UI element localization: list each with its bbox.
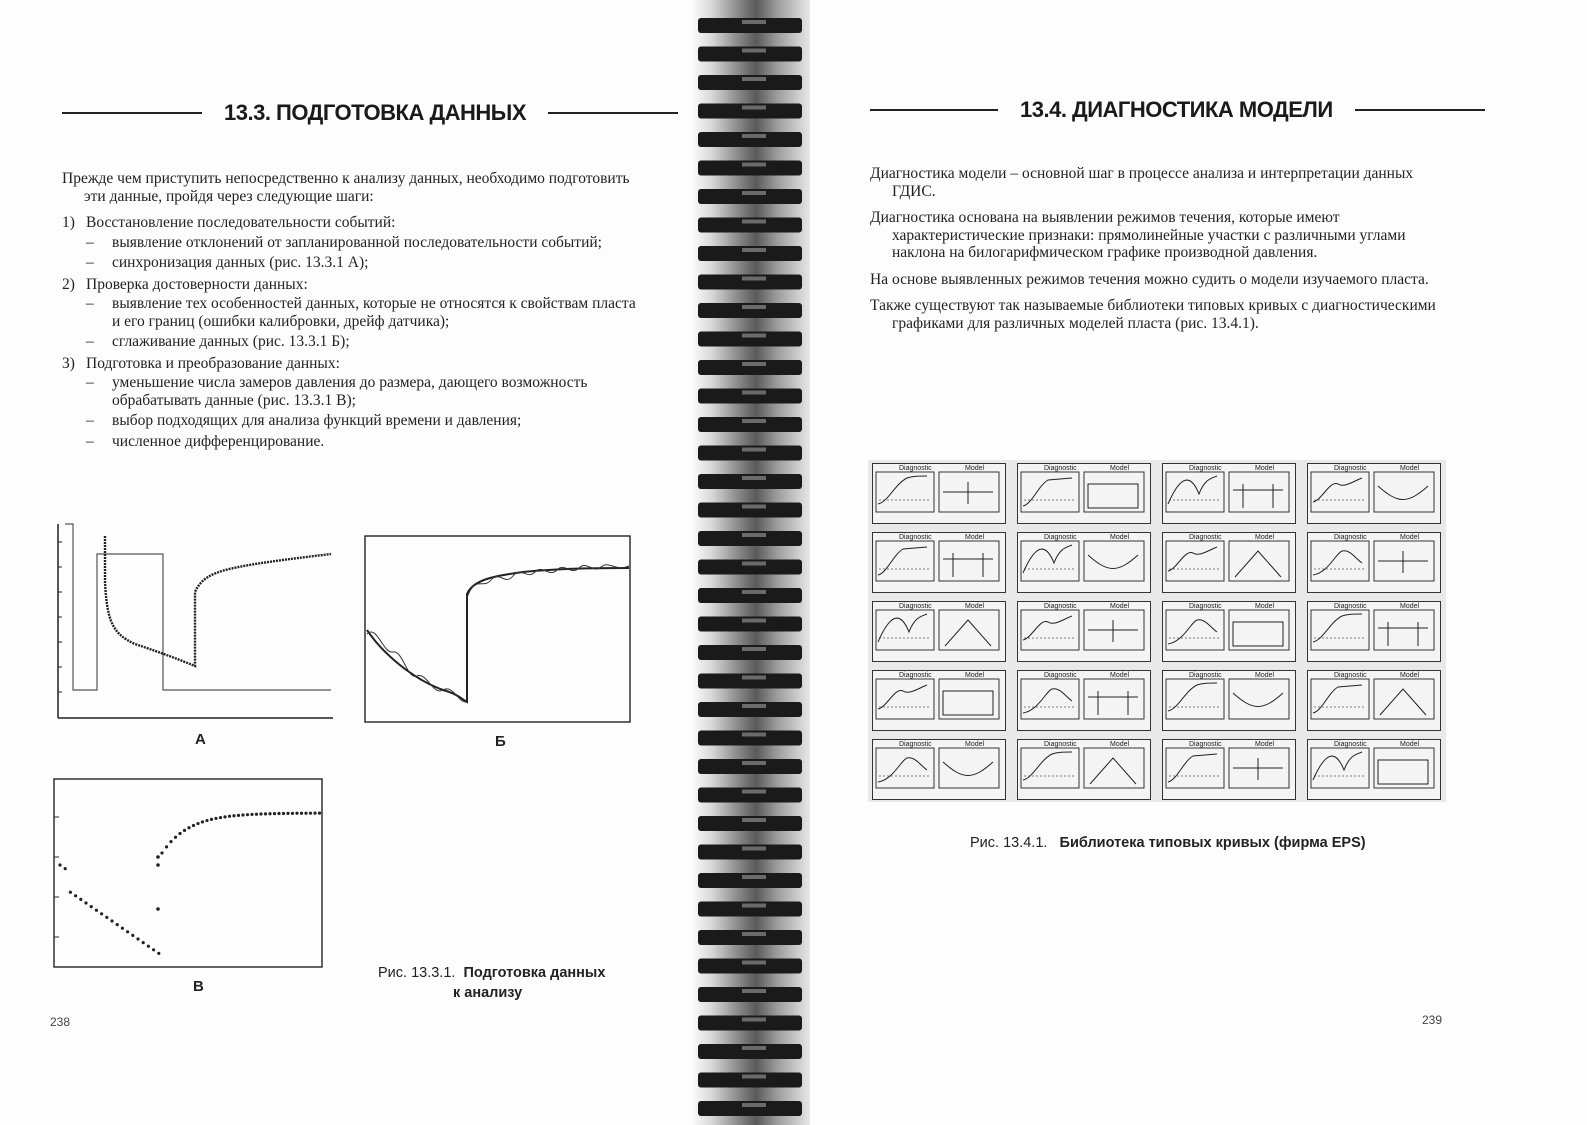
model-sketch [1088, 620, 1138, 642]
coil-highlight [742, 790, 766, 794]
thumbnail-diagnostic-title: Diagnostic [1189, 603, 1222, 610]
paragraph-2: Диагностика основана на выявлении режимов течения, которые имеют характеристические признаки: прямолинейные участки с различными углами наклона на билогарифмическом графике производной давления. [870, 209, 1406, 261]
figure-b-label: Б [495, 733, 506, 750]
model-sketch-frame [1229, 472, 1289, 512]
step-title: Восстановление последовательности событий: [86, 214, 396, 231]
diagnostic-plot-frame [1021, 541, 1079, 581]
data-point [318, 812, 321, 815]
diagnostic-plot-frame [1166, 472, 1224, 512]
caption-title-line2: к анализу [453, 985, 523, 1001]
caption-title: Библиотека типовых кривых (фирма EPS) [1059, 835, 1366, 851]
type-curve-thumbnail [1162, 601, 1296, 662]
right-page-heading: 13.4. ДИАГНОСТИКА МОДЕЛИ [1020, 97, 1333, 122]
model-sketch [1380, 689, 1426, 715]
data-point [201, 820, 204, 823]
coil-highlight [742, 961, 766, 965]
type-curve-thumbnail [1162, 739, 1296, 800]
type-curve-thumbnail [1307, 532, 1441, 593]
diagnostic-plot-frame [876, 679, 934, 719]
coil-highlight [742, 733, 766, 737]
step-subitems [86, 295, 640, 351]
data-point [160, 851, 163, 854]
data-point [69, 891, 72, 894]
thumbnail-plots [1018, 533, 1149, 591]
step-subitem: – выявление тех особенностей данных, которые не относятся к свойствам пласта и его границ (ошибки калибровки, дрейф датчика); [86, 295, 640, 330]
thumbnail-plots [1163, 464, 1294, 522]
step-number: 2) [62, 275, 75, 293]
step-item [62, 214, 640, 272]
data-point [277, 812, 280, 815]
step-item [62, 276, 640, 351]
thumbnail-model-title: Model [965, 465, 985, 472]
coil-highlight [742, 334, 766, 338]
step-subitems [86, 374, 640, 450]
thumbnail-model-title: Model [1400, 672, 1420, 679]
thumbnail-model-title: Model [1110, 534, 1130, 541]
model-sketch [1233, 484, 1283, 508]
thumbnail-plots [1308, 671, 1439, 729]
data-point [214, 817, 217, 820]
coil-highlight [742, 875, 766, 879]
coil-highlight [742, 704, 766, 708]
data-point [246, 813, 249, 816]
thumbnail-model-title: Model [1255, 465, 1275, 472]
thumbnail-plots [1163, 740, 1294, 798]
diagnostic-curve [878, 685, 927, 709]
data-point [100, 912, 103, 915]
heading-rule-left [62, 112, 202, 114]
paragraph-4: Также существуют так называемые библиотеки типовых кривых с диагностическими графиками для различных моделей пласта (рис. 13.4.1). [870, 297, 1436, 332]
type-curve-thumbnail [1017, 463, 1151, 524]
data-point [309, 812, 312, 815]
model-sketch-frame [1229, 541, 1289, 581]
model-sketch-frame [1374, 472, 1434, 512]
data-point [255, 813, 258, 816]
thumbnail-model-title: Model [1255, 603, 1275, 610]
thumbnail-plots [873, 602, 1004, 660]
diagnostic-plot-frame [1166, 610, 1224, 650]
data-point [210, 818, 213, 821]
data-point [295, 812, 298, 815]
model-sketch-frame [1084, 541, 1144, 581]
thumbnail-diagnostic-title: Diagnostic [899, 741, 932, 748]
diagnostic-curve [878, 758, 927, 782]
step-subitem: – синхронизация данных (рис. 13.3.1 А); [86, 254, 640, 272]
type-curve-thumbnail [1162, 463, 1296, 524]
model-sketch [1088, 691, 1138, 715]
coil-highlight [742, 20, 766, 24]
coil-highlight [742, 847, 766, 851]
thumbnail-diagnostic-title: Diagnostic [1334, 465, 1367, 472]
coil-highlight [742, 647, 766, 651]
thumbnail-diagnostic-title: Diagnostic [1334, 534, 1367, 541]
diagnostic-plot-frame [1021, 748, 1079, 788]
coil-highlight [742, 476, 766, 480]
coil-highlight [742, 932, 766, 936]
type-curve-thumbnail [872, 601, 1006, 662]
thumbnail-model-title: Model [965, 603, 985, 610]
thumbnail-diagnostic-title: Diagnostic [1044, 534, 1077, 541]
coil-highlight [742, 106, 766, 110]
diagnostic-curve [1023, 478, 1072, 506]
model-sketch [1090, 758, 1136, 784]
thumbnail-plots [1018, 464, 1149, 522]
coil-highlight [742, 191, 766, 195]
thumbnail-diagnostic-title: Diagnostic [1189, 672, 1222, 679]
coil-highlight [742, 248, 766, 252]
paragraph-3: На основе выявленных режимов течения можно судить о модели изучаемого пласта. [870, 270, 1429, 288]
model-sketch-frame [1229, 610, 1289, 650]
data-point [196, 822, 199, 825]
data-point [84, 901, 87, 904]
thumbnail-model-title: Model [1255, 672, 1275, 679]
data-point [174, 836, 177, 839]
thumbnail-model-title: Model [1400, 465, 1420, 472]
model-sketch-frame [1374, 610, 1434, 650]
type-curve-thumbnail [1017, 601, 1151, 662]
left-page-heading: 13.3. ПОДГОТОВКА ДАННЫХ [224, 100, 527, 125]
diagnostic-plot-frame [1311, 541, 1369, 581]
thumbnail-plots [1018, 740, 1149, 798]
model-sketch [1378, 551, 1428, 573]
model-sketch [1378, 622, 1428, 646]
data-point [131, 934, 134, 937]
step-title: Подготовка и преобразование данных: [86, 354, 340, 372]
model-sketch [1088, 484, 1138, 508]
data-point [79, 898, 82, 901]
diagnostic-plot-frame [1021, 610, 1079, 650]
type-curve-thumbnail [872, 463, 1006, 524]
data-point [156, 863, 160, 867]
thumbnail-plots [873, 533, 1004, 591]
data-point [147, 945, 150, 948]
data-point [205, 819, 208, 822]
heading-rule-right [1355, 109, 1485, 111]
type-curve-thumbnail [1017, 739, 1151, 800]
model-sketch-frame [1229, 679, 1289, 719]
data-point [313, 812, 316, 815]
diagnostic-curve [1313, 551, 1362, 575]
left-page-number: 238 [50, 1015, 71, 1029]
data-point [241, 813, 244, 816]
right-page-number: 239 [1422, 1013, 1443, 1027]
heading-rule-left [870, 109, 998, 111]
right-page [810, 0, 1587, 1125]
left-heading-row [62, 100, 678, 126]
model-sketch [1233, 693, 1283, 707]
data-point [291, 812, 294, 815]
steps-list [62, 214, 640, 450]
model-sketch-frame [1084, 748, 1144, 788]
caption-title-line1: Подготовка данных [463, 965, 606, 981]
thumbnail-plots [1018, 671, 1149, 729]
coil-highlight [742, 761, 766, 765]
coil-highlight [742, 505, 766, 509]
data-point [58, 863, 61, 866]
diagnostic-curve [1023, 689, 1072, 713]
type-curve-library-figure [868, 460, 1446, 802]
type-curve-thumbnail [1307, 670, 1441, 731]
diagnostic-plot-frame [876, 610, 934, 650]
model-sketch [945, 620, 991, 646]
thumbnail-model-title: Model [1110, 672, 1130, 679]
data-point [136, 937, 139, 940]
right-body-text [870, 165, 1442, 341]
thumbnail-diagnostic-title: Diagnostic [1044, 741, 1077, 748]
coil-highlight [742, 562, 766, 566]
thumbnail-plots [873, 671, 1004, 729]
data-point [64, 867, 67, 870]
model-sketch-frame [939, 541, 999, 581]
coil-highlight [742, 1103, 766, 1107]
thumbnail-model-title: Model [1255, 534, 1275, 541]
thumbnail-plots [1308, 533, 1439, 591]
data-point [192, 824, 195, 827]
coil-highlight [742, 619, 766, 623]
coil-highlight [742, 818, 766, 822]
figure-13-4-1-caption [970, 835, 1366, 851]
model-sketch [1378, 486, 1428, 500]
data-point [74, 894, 77, 897]
type-curve-thumbnail [1162, 670, 1296, 731]
thumbnail-model-title: Model [1110, 603, 1130, 610]
thumbnail-diagnostic-title: Diagnostic [1189, 741, 1222, 748]
type-curve-thumbnail [1017, 670, 1151, 731]
binding-coils [690, 0, 810, 1125]
coil-highlight [742, 277, 766, 281]
data-point [219, 816, 222, 819]
data-point [187, 826, 190, 829]
diagnostic-curve [1313, 478, 1362, 502]
data-point [183, 829, 186, 832]
diagnostic-curve [1168, 620, 1217, 644]
data-point [156, 855, 160, 859]
data-point [157, 952, 160, 955]
thumbnail-diagnostic-title: Diagnostic [1334, 741, 1367, 748]
data-point [116, 923, 119, 926]
thumbnail-model-title: Model [965, 534, 985, 541]
type-curve-thumbnail [1307, 601, 1441, 662]
model-sketch [943, 691, 993, 715]
data-point [273, 812, 276, 815]
data-point [268, 812, 271, 815]
diagnostic-curve [1313, 685, 1362, 713]
caption-prefix: Рис. 13.3.1. [378, 965, 456, 981]
thumbnail-plots [1308, 602, 1439, 660]
thumbnail-plots [1163, 602, 1294, 660]
coil-highlight [742, 989, 766, 993]
data-point [121, 927, 124, 930]
type-curve-thumbnail [1017, 532, 1151, 593]
thumbnail-diagnostic-title: Diagnostic [1044, 603, 1077, 610]
coil-highlight [742, 134, 766, 138]
step-subitems [86, 234, 640, 272]
thumbnail-model-title: Model [1400, 534, 1420, 541]
thumbnail-plots [1308, 740, 1439, 798]
diagnostic-plot-frame [1311, 748, 1369, 788]
figure-a-label: А [195, 731, 206, 748]
coil-highlight [742, 676, 766, 680]
model-sketch-frame [1084, 472, 1144, 512]
diagnostic-plot-frame [1311, 472, 1369, 512]
spiral-binding [690, 0, 810, 1125]
figure-13-3-1-caption [378, 963, 638, 1003]
coil-highlight [742, 1046, 766, 1050]
type-curve-thumbnail [872, 739, 1006, 800]
thumbnail-diagnostic-title: Diagnostic [899, 603, 932, 610]
data-point [126, 930, 129, 933]
step-subitem: – уменьшение числа замеров давления до размера, дающего возможность обрабатывать данные (рис. 13.3.1 В); [86, 374, 640, 409]
thumbnail-plots [873, 740, 1004, 798]
model-sketch-frame [1084, 679, 1144, 719]
data-point [286, 812, 289, 815]
figure-a-chart [55, 522, 335, 722]
thumbnail-plots [1018, 602, 1149, 660]
thumbnail-diagnostic-title: Diagnostic [899, 534, 932, 541]
coil-highlight [742, 904, 766, 908]
model-sketch [1233, 758, 1283, 780]
data-point [282, 812, 285, 815]
right-heading-row [870, 97, 1485, 123]
step-subitem: – выбор подходящих для анализа функций времени и давления; [86, 412, 640, 430]
diagnostic-plot-frame [1166, 541, 1224, 581]
data-point [300, 812, 303, 815]
diagnostic-curve [1168, 754, 1217, 782]
diagnostic-curve [1023, 616, 1072, 640]
data-point [232, 814, 235, 817]
coil-highlight [742, 77, 766, 81]
thumbnail-diagnostic-title: Diagnostic [1334, 672, 1367, 679]
coil-highlight [742, 1018, 766, 1022]
coil-highlight [742, 305, 766, 309]
thumbnail-plots [1163, 671, 1294, 729]
data-point [237, 814, 240, 817]
data-point [228, 815, 231, 818]
data-point [165, 845, 168, 848]
step-subitem: – сглаживание данных (рис. 13.3.1 Б); [86, 333, 640, 351]
left-page [0, 0, 690, 1125]
type-curve-thumbnail [1307, 463, 1441, 524]
type-curve-thumbnail [1162, 532, 1296, 593]
coil-highlight [742, 448, 766, 452]
model-sketch-frame [939, 679, 999, 719]
step-title: Проверка достоверности данных: [86, 275, 308, 293]
model-sketch-frame [1374, 679, 1434, 719]
coil-highlight [742, 163, 766, 167]
coil-highlight [742, 419, 766, 423]
type-curve-thumbnail [872, 670, 1006, 731]
diagnostic-plot-frame [1311, 610, 1369, 650]
type-curve-thumbnail [1307, 739, 1441, 800]
diagnostic-curve [1168, 547, 1217, 571]
step-item [62, 355, 640, 451]
thumbnail-model-title: Model [965, 741, 985, 748]
diagnostic-curve [878, 547, 927, 575]
coil-highlight [742, 49, 766, 53]
coil-highlight [742, 533, 766, 537]
thumbnail-model-title: Model [1400, 741, 1420, 748]
data-point [156, 907, 160, 911]
figure-b-chart [363, 534, 633, 724]
data-point [223, 815, 226, 818]
thumbnail-model-title: Model [965, 672, 985, 679]
data-point [178, 832, 181, 835]
coil-highlight [742, 590, 766, 594]
diagnostic-plot-frame [1166, 679, 1224, 719]
coil-highlight [742, 362, 766, 366]
model-sketch [943, 553, 993, 577]
thumbnail-plots [1308, 464, 1439, 522]
data-point [169, 840, 172, 843]
model-sketch [943, 482, 993, 504]
data-point [250, 813, 253, 816]
model-sketch [943, 762, 993, 776]
data-point [264, 812, 267, 815]
step-number: 3) [62, 354, 75, 372]
figure-v-label: В [193, 978, 204, 995]
coil-highlight [742, 1075, 766, 1079]
type-curve-thumbnail [872, 532, 1006, 593]
data-point [152, 948, 155, 951]
model-sketch-frame [1374, 748, 1434, 788]
diagnostic-plot-frame [876, 748, 934, 788]
thumbnail-diagnostic-title: Diagnostic [1044, 465, 1077, 472]
thumbnail-diagnostic-title: Diagnostic [899, 672, 932, 679]
thumbnail-model-title: Model [1110, 741, 1130, 748]
coil-highlight [742, 391, 766, 395]
data-point [304, 812, 307, 815]
model-sketch [1088, 555, 1138, 569]
thumbnail-plots [1163, 533, 1294, 591]
thumbnail-diagnostic-title: Diagnostic [899, 465, 932, 472]
thumbnail-model-title: Model [1110, 465, 1130, 472]
thumbnail-diagnostic-title: Diagnostic [1044, 672, 1077, 679]
data-point [90, 905, 93, 908]
figure-v-chart [50, 777, 325, 972]
thumbnail-model-title: Model [1255, 741, 1275, 748]
model-sketch-frame [939, 610, 999, 650]
model-sketch [1235, 551, 1281, 577]
step-number: 1) [62, 214, 75, 231]
diagnostic-plot-frame [876, 472, 934, 512]
heading-rule-right [548, 112, 678, 114]
diagnostic-plot-frame [1021, 679, 1079, 719]
step-subitem: – выявление отклонений от запланированной последовательности событий; [86, 234, 640, 252]
step-subitem: – численное дифференцирование. [86, 433, 640, 451]
thumbnail-diagnostic-title: Diagnostic [1334, 603, 1367, 610]
model-sketch [1378, 760, 1428, 784]
data-point [110, 919, 113, 922]
left-body-text [62, 170, 640, 454]
data-point [95, 909, 98, 912]
data-point [259, 812, 262, 815]
model-sketch-frame [939, 748, 999, 788]
coil-highlight [742, 220, 766, 224]
thumbnail-plots [873, 464, 1004, 522]
intro-paragraph: Прежде чем приступить непосредственно к анализу данных, необходимо подготовить эти данные, пройдя через следующие шаги: [62, 170, 630, 205]
data-point [105, 916, 108, 919]
caption-prefix: Рис. 13.4.1. [970, 835, 1048, 851]
model-sketch [1233, 622, 1283, 646]
paragraph-1: Диагностика модели – основной шаг в процессе анализа и интерпретации данных ГДИС. [870, 165, 1414, 200]
thumbnail-diagnostic-title: Diagnostic [1189, 465, 1222, 472]
thumbnail-diagnostic-title: Diagnostic [1189, 534, 1222, 541]
data-point [142, 941, 145, 944]
thumbnail-model-title: Model [1400, 603, 1420, 610]
